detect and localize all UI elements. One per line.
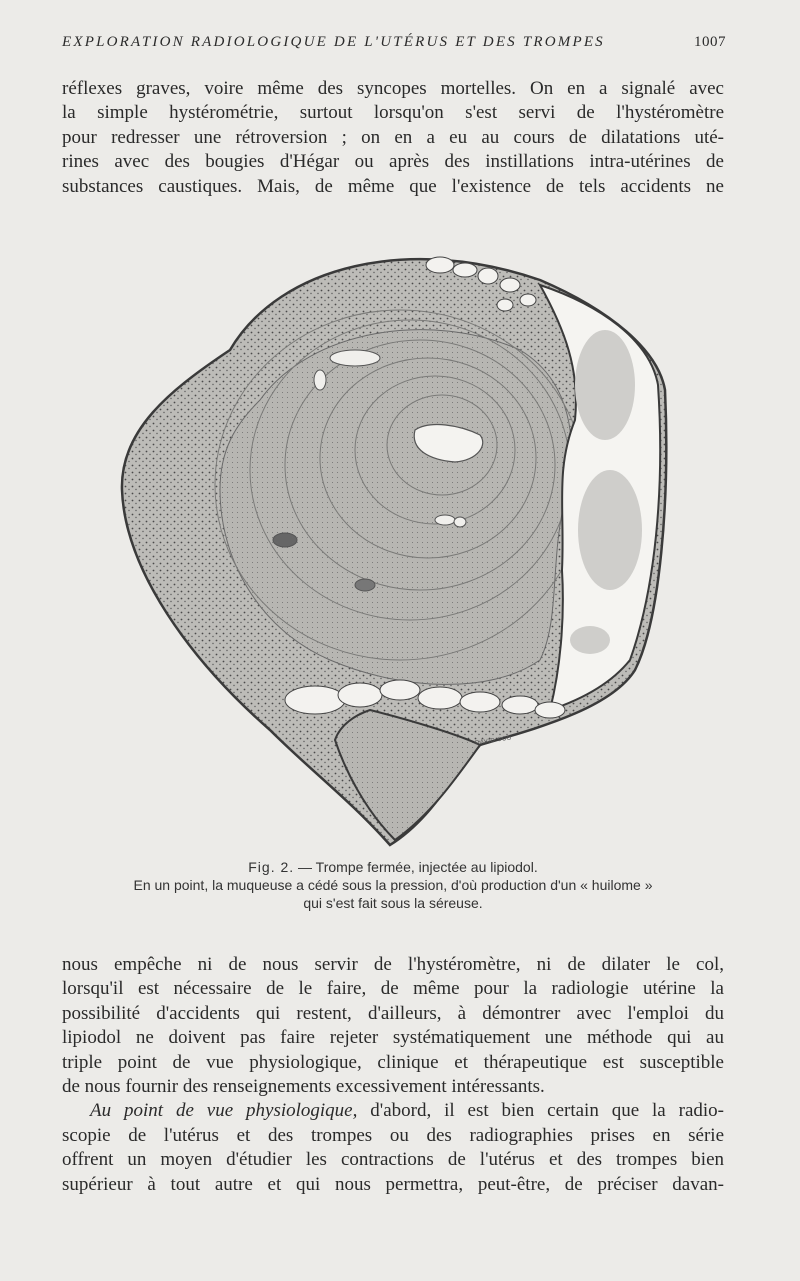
text-line: de nous fournir des renseignements excessivement intéressants. [62, 1076, 545, 1098]
text-line: possibilité d'accidents qui restent, d'ailleurs, à démontrer avec l'emploi du [62, 1002, 724, 1024]
text-line: rines avec des bougies d'Hégar ou après des instillations intra-utérines de [62, 151, 724, 173]
bottom-paragraph [62, 953, 724, 1197]
text-line: lipiodol ne doivent pas faire rejeter systématiquement une méthode qui au [62, 1027, 724, 1049]
figure-caption [62, 858, 724, 912]
text-line: pour redresser une rétroversion ; on en a eu au cours de dilatations uté- [62, 126, 724, 148]
caption-line: qui s'est fait sous la séreuse. [303, 895, 483, 911]
fallopian-tube-cross-section-illustration [110, 240, 690, 850]
figure-label: Fig. 2. [248, 859, 295, 875]
text-line: triple point de vue physiologique, clinique et thérapeutique est susceptible [62, 1051, 724, 1073]
text-line: supérieur à tout autre et qui nous permettra, peut-être, de préciser davan- [62, 1173, 724, 1195]
caption-line: En un point, la muqueuse a cédé sous la pression, d'où production d'un « huilome » [133, 877, 653, 893]
text-line: la simple hystérométrie, surtout lorsqu'on s'est servi de l'hystéromètre [62, 102, 724, 124]
caption-title: — Trompe fermée, injectée au lipiodol. [298, 859, 538, 875]
text-line: scopie de l'utérus et des trompes ou des radiographies prises en série [62, 1124, 724, 1146]
running-header: EXPLORATION RADIOLOGIQUE DE L'UTÉRUS ET DES TROMPES [62, 34, 605, 50]
page-number: 1007 [694, 34, 726, 50]
cross-section-drawing [110, 240, 690, 850]
text-line: offrent un moyen d'étudier les contractions de l'utérus et des trompes bien [62, 1149, 724, 1171]
text-line: substances caustiques. Mais, de même que l'existence de tels accidents ne [62, 175, 724, 197]
engraver-signature: DAVID SCO [474, 735, 513, 747]
text-fragment: d'abord, il est bien certain que la radio- [357, 1100, 724, 1122]
text-line [62, 1099, 724, 1123]
text-line: réflexes graves, voire même des syncopes mortelles. On en a signalé avec [62, 78, 724, 99]
text-line: lorsqu'il est nécessaire de le faire, de même pour la radiologie utérine la [62, 978, 724, 1000]
text-line: nous empêche ni de nous servir de l'hystéromètre, ni de dilater le col, [62, 954, 724, 975]
italic-lead: Au point de vue physiologique, [90, 1100, 358, 1122]
top-paragraph [62, 77, 724, 199]
caption-title-line [62, 858, 724, 876]
